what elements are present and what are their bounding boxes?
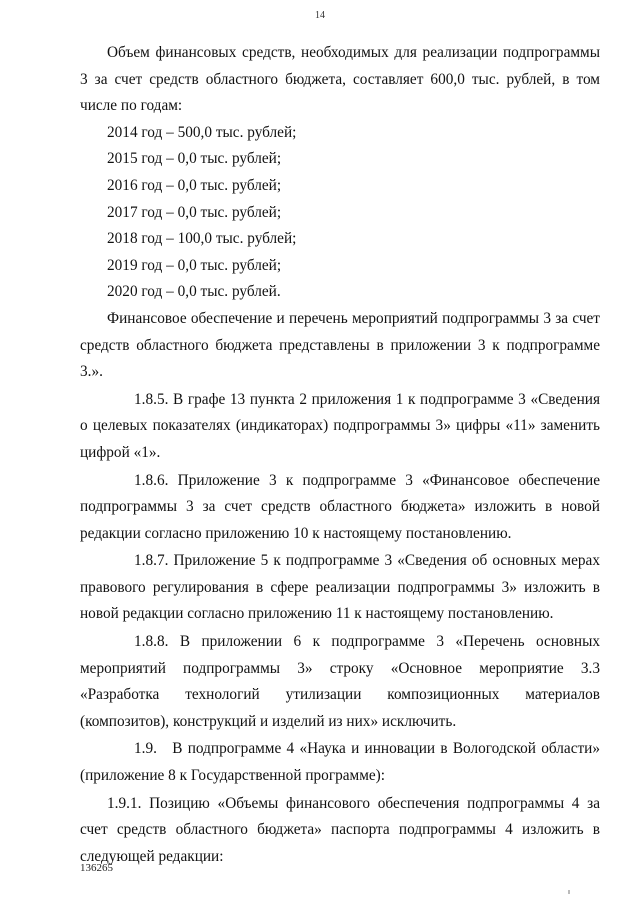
year-list bbox=[80, 120, 600, 306]
item-text: В графе 13 пункта 2 приложения 1 к подпрограмме 3 «Сведения о целевых показателях (индикаторах) подпрограммы 3» цифры «11» заменить цифрой «1». bbox=[80, 390, 600, 461]
item-number: 1.9. bbox=[134, 740, 157, 758]
item-text: В подпрограмме 4 «Наука и инновации в Вологодской области» (приложение 8 к Государственной программе): bbox=[80, 740, 600, 785]
item-number: 1.9.1. bbox=[107, 794, 142, 812]
year-line-2017: 2017 год – 0,0 тыс. рублей; bbox=[107, 203, 282, 221]
item-1-8-5 bbox=[80, 387, 600, 467]
item-number: 1.8.7. bbox=[134, 552, 169, 570]
item-number: 1.8.6. bbox=[134, 471, 169, 489]
item-text: Приложение 5 к подпрограмме 3 «Сведения об основных мерах правового регулирования в сфере реализации подпрограммы 3» изложить в новой редакции согласно приложению 11 к настоящему постановлению. bbox=[80, 552, 600, 623]
item-1-8-6 bbox=[80, 468, 600, 548]
item-1-8-7 bbox=[80, 548, 600, 628]
year-line-2018: 2018 год – 100,0 тыс. рублей; bbox=[107, 230, 297, 248]
finance-paragraph: Финансовое обеспечение и перечень мероприятий подпрограммы 3 за счет средств областного бюджета представлены в приложении 3 к подпрограмме 3.». bbox=[80, 309, 600, 381]
document-code: 136265 bbox=[80, 862, 113, 874]
item-1-9 bbox=[80, 736, 600, 789]
item-text: В приложении 6 к подпрограмме 3 «Перечень основных мероприятий подпрограммы 3» строку «Основное мероприятие 3.3 «Разработка технологий утилизации композиционных материалов (композитов), конструкций и изделий из них» исключить. bbox=[80, 633, 600, 730]
scan-mark bbox=[568, 890, 570, 894]
year-line-2020: 2020 год – 0,0 тыс. рублей. bbox=[107, 283, 281, 301]
item-1-8-8 bbox=[80, 629, 600, 735]
item-text: Приложение 3 к подпрограмме 3 «Финансовое обеспечение подпрограммы 3 за счет средств областного бюджета» изложить в новой редакции согласно приложению 10 к настоящему постановлению. bbox=[80, 471, 600, 542]
year-line-2019: 2019 год – 0,0 тыс. рублей; bbox=[107, 256, 282, 274]
year-line-2015: 2015 год – 0,0 тыс. рублей; bbox=[107, 150, 282, 168]
year-line-2016: 2016 год – 0,0 тыс. рублей; bbox=[107, 176, 282, 194]
year-line-2014: 2014 год – 500,0 тыс. рублей; bbox=[107, 123, 297, 141]
item-number: 1.8.5. bbox=[134, 390, 169, 408]
page-number: 14 bbox=[315, 10, 325, 21]
item-text: Позицию «Объемы финансового обеспечения подпрограммы 4 за счет средств областного бюджета» паспорта подпрограммы 4 изложить в следующей редакции: bbox=[80, 794, 600, 865]
document-body bbox=[80, 40, 600, 870]
item-number: 1.8.8. bbox=[134, 633, 169, 651]
intro-paragraph: Объем финансовых средств, необходимых для реализации подпрограммы 3 за счет средств областного бюджета, составляет 600,0 тыс. рублей, в том числе по годам: bbox=[80, 44, 600, 115]
item-1-9-1 bbox=[80, 791, 600, 871]
